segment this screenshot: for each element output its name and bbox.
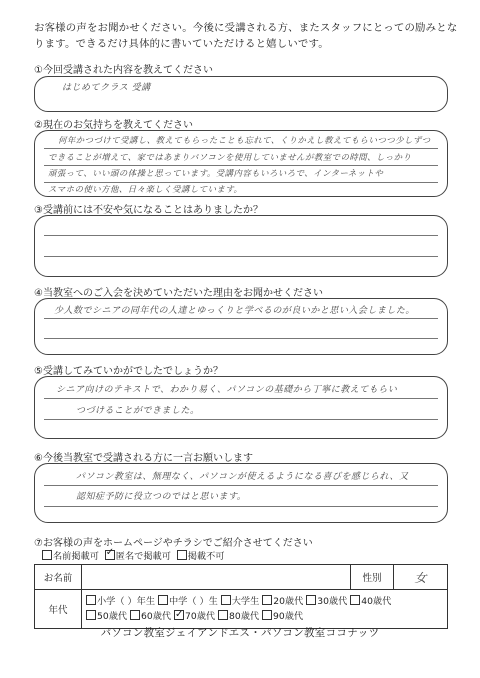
q4-rule: [44, 338, 438, 339]
age-option[interactable]: 小学（ ）年生: [86, 596, 155, 607]
q3-label: ③受講前には不安や気になることはありましたか？: [34, 205, 263, 216]
intro-line-1: お客様の声をお聞かせください。今後に受講される方、またスタッフにとっての励みとな: [34, 22, 458, 34]
q2-answer-line: スマホの使い方他、日々楽しく受講しています。: [48, 184, 243, 194]
q2-label: ②現在のお気持ちを教えてください: [34, 120, 193, 131]
checkbox-icon[interactable]: [158, 595, 168, 605]
q4-answer-line: 少人数でシニアの同年代の人達とゆっくりと学べるのが良いかと思い入会しました。: [54, 306, 415, 316]
age-options: [82, 590, 448, 629]
age-option[interactable]: 30歳代: [306, 596, 347, 607]
q7-label: ⑦お客様の声をホームページやチラシでご紹介させてください: [34, 538, 313, 549]
checkbox-icon[interactable]: [218, 610, 228, 620]
checkbox-icon[interactable]: [86, 595, 96, 605]
q5-label: ⑤受講してみていかがでしたでしょうか？: [34, 366, 223, 377]
q4-label: ④当教室へのご入会を決めていただいた理由をお聞かせください: [34, 288, 323, 299]
permission-anonymous-ok[interactable]: ✓ 匿名で掲載可: [105, 547, 171, 562]
age-option[interactable]: 20歳代: [262, 596, 303, 607]
age-option[interactable]: 50歳代: [86, 611, 127, 622]
age-option[interactable]: 90歳代: [262, 611, 303, 622]
age-option[interactable]: 60歳代: [130, 611, 171, 622]
q2-answer-line: 何年かつづけて受講し、教えてもらったことも忘れて、くりかえし教えてもらいつつ少しずつ: [58, 135, 431, 145]
checkbox-checked-icon[interactable]: ✓: [175, 609, 184, 620]
q5-rule: [44, 419, 438, 420]
age-row-1: [86, 594, 443, 609]
age-option[interactable]: 80歳代: [218, 611, 259, 622]
q6-rule: [44, 506, 438, 507]
q2-answer-line: できることが増えて、家ではあまりパソコンを使用していませんが教室での時間、しっかり: [48, 152, 412, 162]
checkbox-icon[interactable]: [262, 595, 272, 605]
info-form: [34, 564, 448, 629]
checkbox-icon[interactable]: [86, 610, 96, 620]
q5-rule: [44, 398, 438, 399]
age-option[interactable]: 中学（ ）生: [158, 596, 218, 607]
checkbox-icon[interactable]: [221, 595, 231, 605]
q5-answer-line: シニア向けのテキストで、わかり易く、パソコンの基礎から丁寧に教えてもらい: [56, 385, 398, 395]
checkbox-icon[interactable]: [130, 610, 140, 620]
gender-field[interactable]: 女: [394, 565, 448, 590]
checkbox-icon[interactable]: [42, 550, 52, 560]
q2-answer-line: 頑張って、いい頭の体操と思っています。受講内容もいろいろで、インターネットや: [48, 168, 384, 178]
q6-rule: [44, 485, 438, 486]
permission-name-ok[interactable]: 名前掲載可: [42, 551, 99, 562]
q1-label: ①今回受講された内容を教えてください: [34, 65, 213, 76]
intro-line-2: ります。できるだけ具体的に書いていただけると嬉しいです。: [34, 38, 329, 50]
q1-answer: はじめてクラス 受講: [62, 83, 151, 93]
permission-options: [42, 548, 225, 562]
footer-school-name: パソコン教室ジェイアンドエス・パソコン教室ココナッツ: [100, 627, 380, 639]
q6-answer-line: パソコン教室は、無理なく、パソコンが使えるようになる喜びを感じられ、又: [76, 472, 409, 482]
q3-rule: [44, 235, 438, 236]
age-label: 年代: [35, 590, 82, 629]
checkbox-checked-icon[interactable]: ✓: [105, 547, 115, 558]
q3-answer-box[interactable]: [34, 215, 448, 277]
q6-label: ⑥今後当教室で受講される方に一言お願いします: [34, 453, 253, 464]
name-label: お名前: [35, 565, 82, 590]
age-option[interactable]: 40歳代: [350, 596, 391, 607]
q2-rule: [44, 165, 438, 166]
q2-rule: [44, 148, 438, 149]
intro-text: [34, 20, 464, 52]
age-row-2: [86, 609, 443, 624]
checkbox-icon[interactable]: [350, 595, 360, 605]
gender-label: 性別: [351, 565, 394, 590]
q5-answer-line: つづけることができました。: [76, 406, 200, 416]
permission-not-ok[interactable]: 掲載不可: [177, 551, 225, 562]
q3-rule: [44, 256, 438, 257]
checkbox-icon[interactable]: [306, 595, 316, 605]
checkbox-icon[interactable]: [177, 550, 187, 560]
age-option-checked[interactable]: ✓ 70歳代: [175, 609, 216, 622]
name-field[interactable]: [82, 565, 351, 590]
age-option[interactable]: 大学生: [221, 596, 260, 607]
q4-rule: [44, 318, 438, 319]
checkbox-icon[interactable]: [262, 610, 272, 620]
q6-answer-line: 認知症予防に役立つのではと思います。: [76, 492, 247, 502]
